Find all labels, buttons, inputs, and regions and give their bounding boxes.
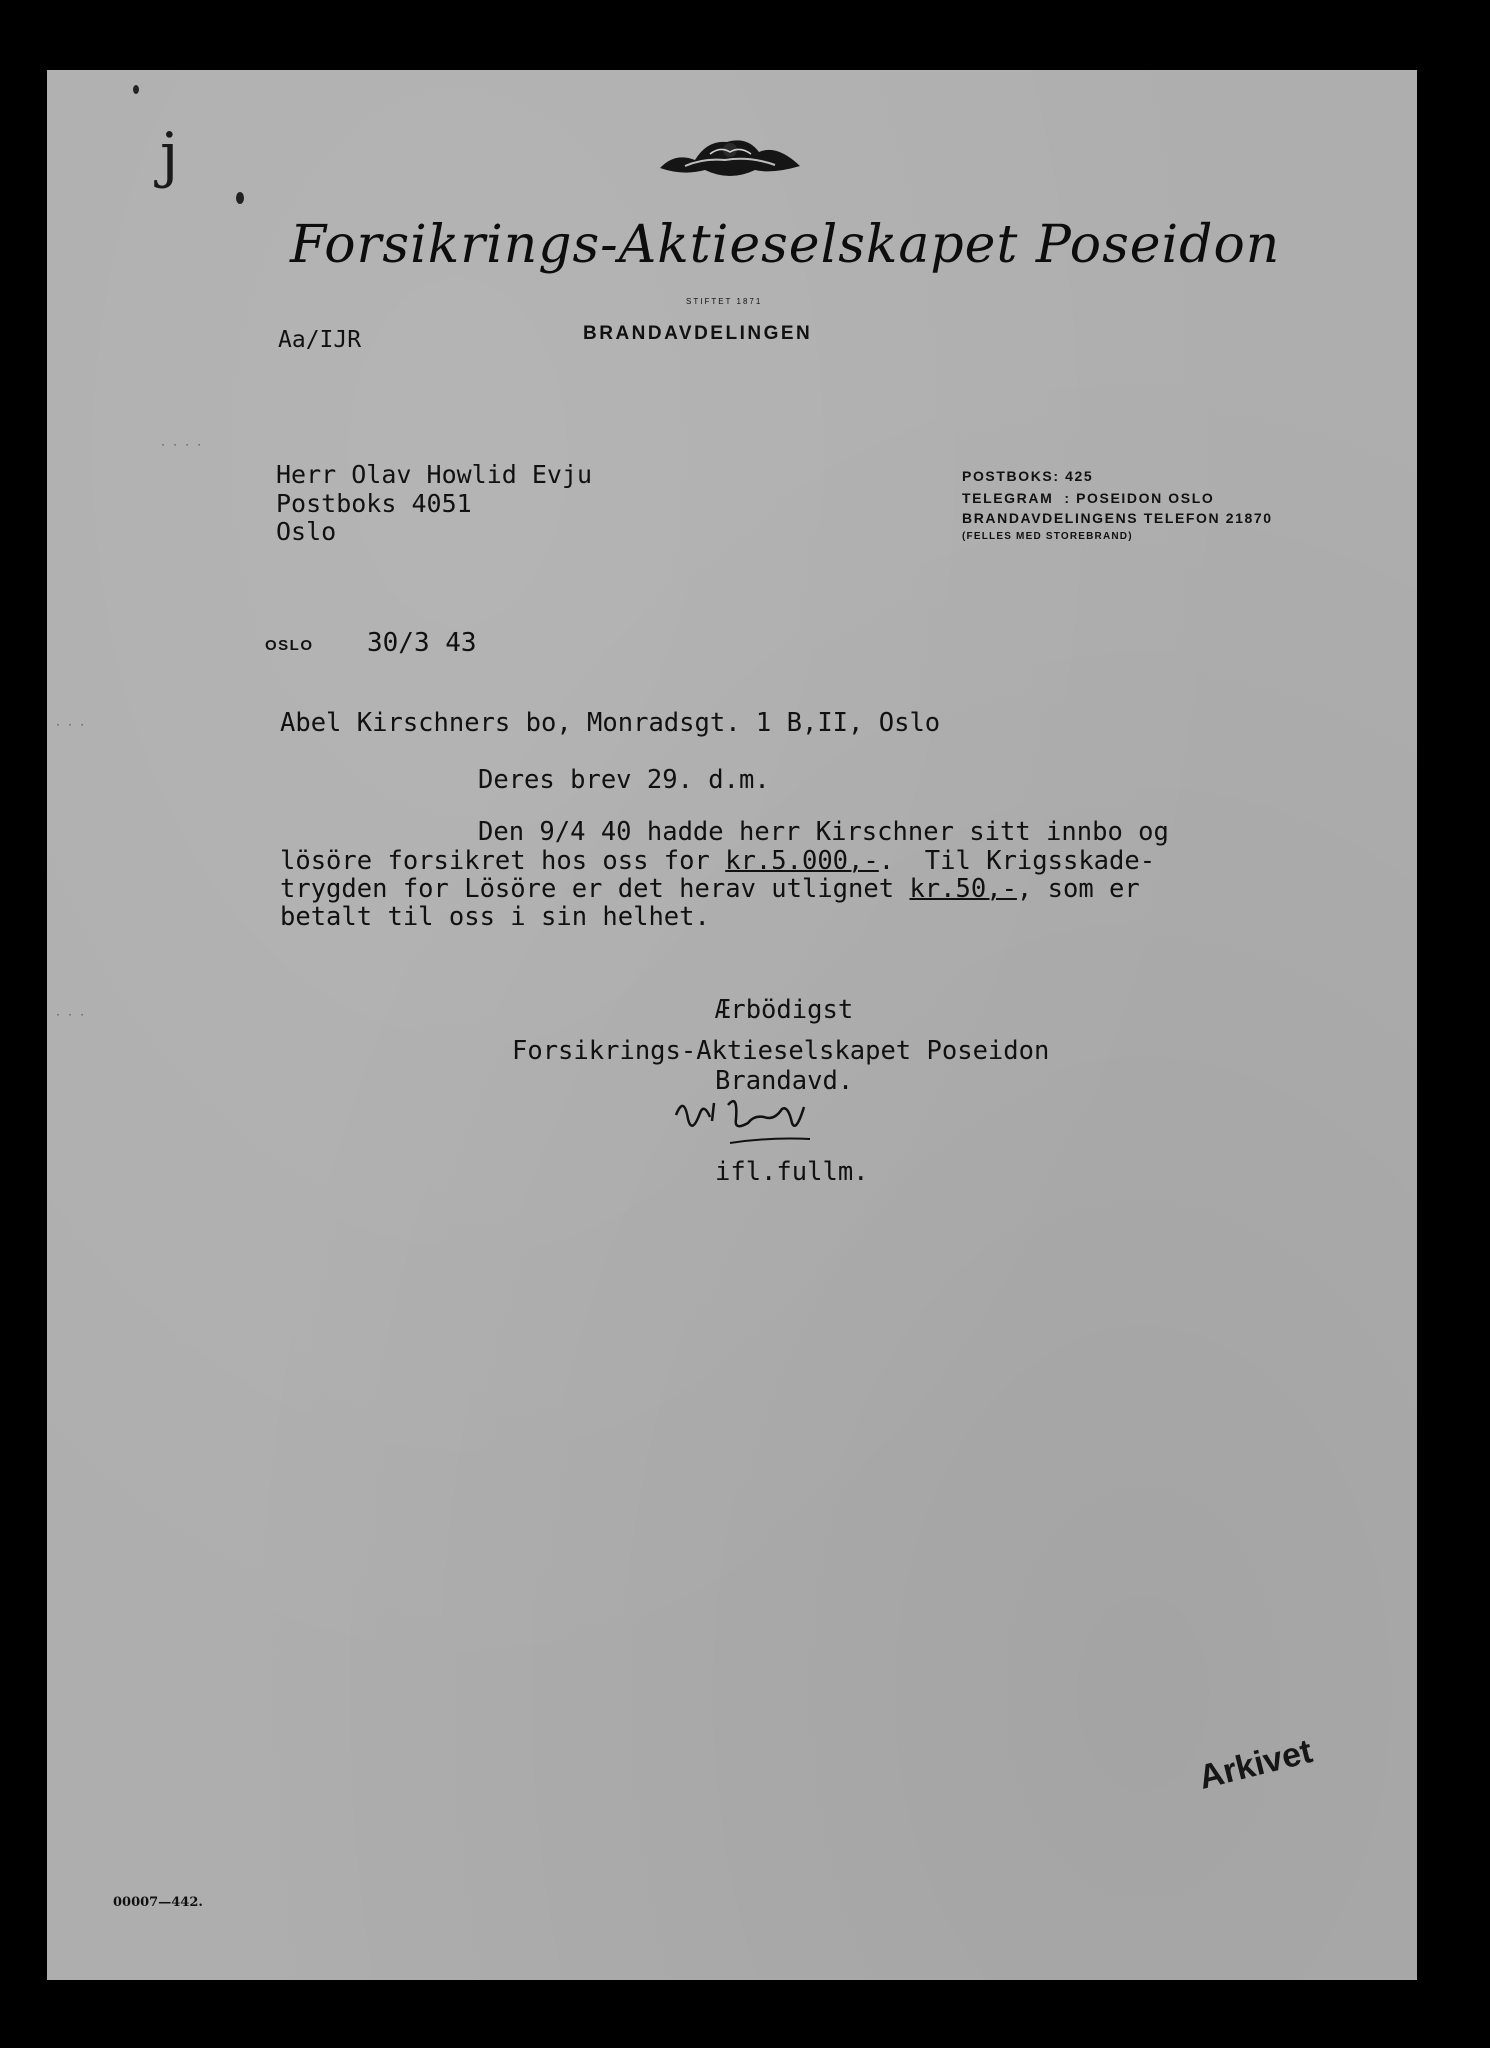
closing-company: Forsikrings-Aktieselskapet Poseidon (512, 1036, 1050, 1066)
contact-postbox: POSTBOKS: 425 (962, 468, 1094, 484)
poseidon-logo-icon (655, 130, 805, 185)
contact-phone: BRANDAVDELINGENS TELEFON 21870 (962, 510, 1273, 526)
recipient-box: Postboks 4051 (276, 489, 472, 518)
closing-salutation: Ærbödigst (715, 995, 854, 1025)
dateline-city: OSLO (265, 637, 314, 654)
paragraph-line: trygden for Lösöre er det herav utlignet kr.50,-, som er (280, 874, 1140, 904)
scan-speck (133, 85, 139, 94)
paragraph-line: Den 9/4 40 hadde herr Kirschner sitt innbo og (478, 817, 1169, 847)
letter-subject: Abel Kirschners bo, Monradsgt. 1 B,II, Oslo (280, 708, 941, 738)
amount-insured: kr.5.000,- (725, 846, 879, 876)
dateline-date: 30/3 43 (367, 628, 477, 658)
margin-dots: · · · · (160, 440, 203, 451)
footer-code: 00007—442. (113, 1895, 203, 1910)
closing-department: Brandavd. (715, 1066, 854, 1096)
margin-mark: j (160, 120, 179, 190)
department-heading: BRANDAVDELINGEN (583, 323, 813, 344)
recipient-city: Oslo (276, 517, 337, 546)
margin-dots: · · · (55, 1010, 86, 1021)
amount-levied: kr.50,- (909, 874, 1017, 904)
paragraph-line: lösöre forsikret hos oss for kr.5.000,-. Til Krigsskade- (280, 846, 1156, 876)
paragraph-line: betalt til oss i sin helhet. (280, 902, 710, 932)
letter-page (47, 70, 1417, 1980)
handwritten-signature (670, 1085, 870, 1160)
letter-reference-line: Deres brev 29. d.m. (478, 765, 770, 795)
recipient-name: Herr Olav Howlid Evju (276, 460, 593, 489)
archive-stamp: Arkivet (1195, 1732, 1317, 1797)
contact-telegram: TELEGRAM : POSEIDON OSLO (962, 490, 1215, 506)
company-name-script: Forsikrings-Aktieselskapet Poseidon (290, 215, 1281, 275)
closing-authority: ifl.fullm. (715, 1157, 869, 1187)
contact-note: (FELLES MED STOREBRAND) (962, 531, 1133, 542)
founded-line: STIFTET 1871 (686, 297, 763, 306)
scan-speck (236, 192, 244, 204)
reference-code: Aa/IJR (278, 327, 362, 353)
margin-dots: · · · (55, 720, 86, 731)
